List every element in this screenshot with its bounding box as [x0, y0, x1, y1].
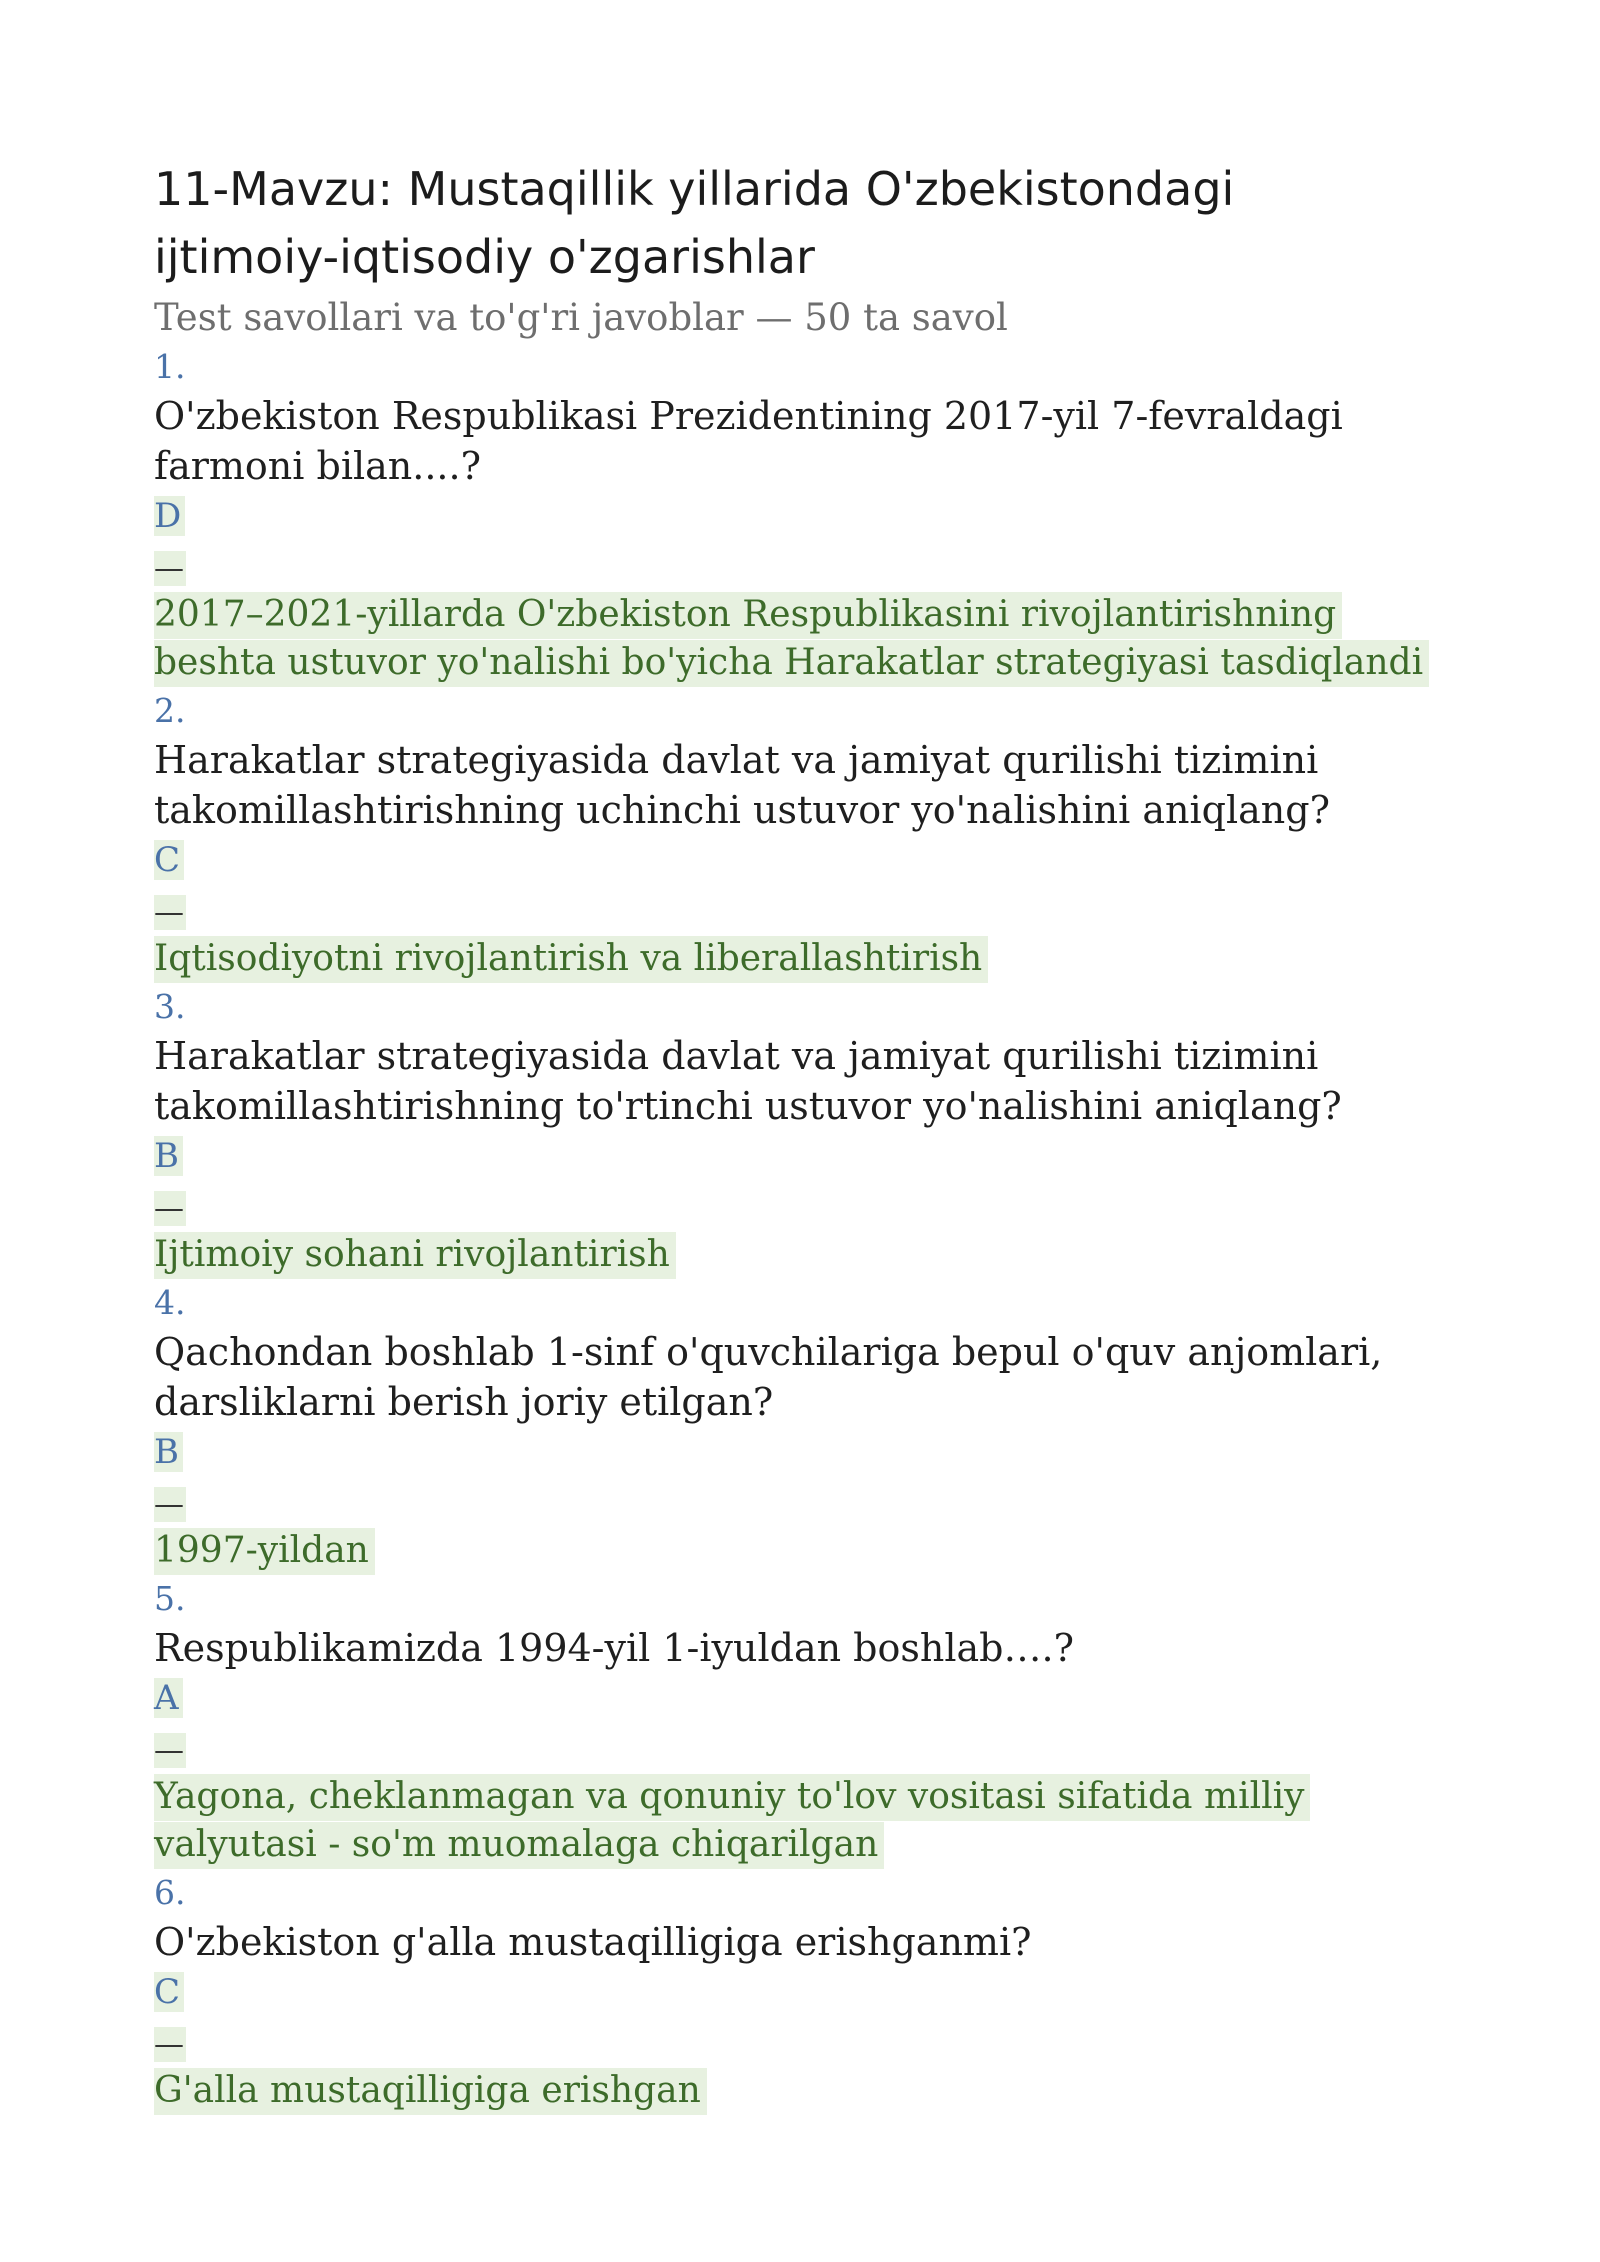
answer-text: G'alla mustaqilligiga erishgan: [154, 2068, 707, 2115]
answer-letter-line: [154, 491, 1454, 547]
document-page: [154, 155, 1454, 2115]
question-text: O'zbekiston Respublikasi Prezidentining 2017-yil 7-fevraldagi farmoni bilan....?: [154, 394, 1343, 488]
answer-separator-line: [154, 2023, 1454, 2067]
question-text: Qachondan boshlab 1-sinf o'quvchilariga bepul o'quv anjomlari, darsliklarni berish joriy etilgan?: [154, 1330, 1383, 1424]
question-item: [154, 343, 1454, 687]
question-number: 1.: [154, 347, 186, 386]
question-item: [154, 1575, 1454, 1869]
document-subtitle: Test savollari va to'g'ri javoblar — 50 ta savol: [154, 296, 1008, 339]
answer-text-line: [154, 591, 1454, 687]
document-title: 11-Mavzu: Mustaqillik yillarida O'zbekistondagi ijtimoiy-iqtisodiy o'zgarishlar: [154, 162, 1235, 284]
answer-separator: —: [154, 895, 184, 930]
question-text: O'zbekiston g'alla mustaqilligiga erishganmi?: [154, 1920, 1032, 1964]
answer-separator-line: [154, 1729, 1454, 1773]
answer-separator-line: [154, 547, 1454, 591]
answer-letter-line: [154, 1427, 1454, 1483]
answer-text-line: [154, 2067, 1454, 2115]
answer-letter-line: [154, 1673, 1454, 1729]
answer-text: Iqtisodiyotni rivojlantirish va liberallashtirish: [154, 936, 988, 983]
answer-letter: C: [154, 840, 184, 880]
answer-letter: C: [154, 1972, 184, 2012]
answer-letter: A: [154, 1678, 183, 1718]
question-text: Respublikamizda 1994-yil 1-iyuldan boshlab….?: [154, 1626, 1074, 1670]
answer-letter: B: [154, 1432, 183, 1472]
answer-text: 2017–2021-yillarda O'zbekiston Respublikasini rivojlantirishning beshta ustuvor yo'nalishi bo'yicha Harakatlar strategiyasi tasdiqlandi: [154, 592, 1429, 687]
question-number: 2.: [154, 691, 186, 730]
question-number: 4.: [154, 1283, 186, 1322]
answer-separator: —: [154, 551, 184, 586]
question-item: [154, 687, 1454, 983]
answer-separator: —: [154, 1487, 184, 1522]
answer-text: 1997-yildan: [154, 1528, 375, 1575]
answer-letter-line: [154, 1131, 1454, 1187]
question-number: 3.: [154, 987, 186, 1026]
answer-letter: B: [154, 1136, 183, 1176]
question-number: 6.: [154, 1873, 186, 1912]
answer-separator-line: [154, 1187, 1454, 1231]
question-list: [154, 343, 1454, 2115]
answer-text-line: [154, 1231, 1454, 1279]
question-item: [154, 983, 1454, 1279]
answer-text-line: [154, 935, 1454, 983]
question-text: Harakatlar strategiyasida davlat va jamiyat qurilishi tizimini takomillashtirishning uchinchi ustuvor yo'nalishini aniqlang?: [154, 738, 1330, 832]
answer-separator-line: [154, 891, 1454, 935]
answer-text: Yagona, cheklanmagan va qonuniy to'lov vositasi sifatida milliy valyutasi - so'm muomalaga chiqarilgan: [154, 1774, 1310, 1869]
answer-letter: D: [154, 496, 185, 536]
answer-letter-line: [154, 1967, 1454, 2023]
question-text: Harakatlar strategiyasida davlat va jamiyat qurilishi tizimini takomillashtirishning to'rtinchi ustuvor yo'nalishini aniqlang?: [154, 1034, 1342, 1128]
answer-letter-line: [154, 835, 1454, 891]
answer-text-line: [154, 1527, 1454, 1575]
question-item: [154, 1869, 1454, 2115]
answer-separator: —: [154, 2027, 184, 2062]
answer-separator-line: [154, 1483, 1454, 1527]
answer-separator: —: [154, 1191, 184, 1226]
answer-separator: —: [154, 1733, 184, 1768]
answer-text: Ijtimoiy sohani rivojlantirish: [154, 1232, 676, 1279]
question-number: 5.: [154, 1579, 186, 1618]
answer-text-line: [154, 1773, 1454, 1869]
question-item: [154, 1279, 1454, 1575]
